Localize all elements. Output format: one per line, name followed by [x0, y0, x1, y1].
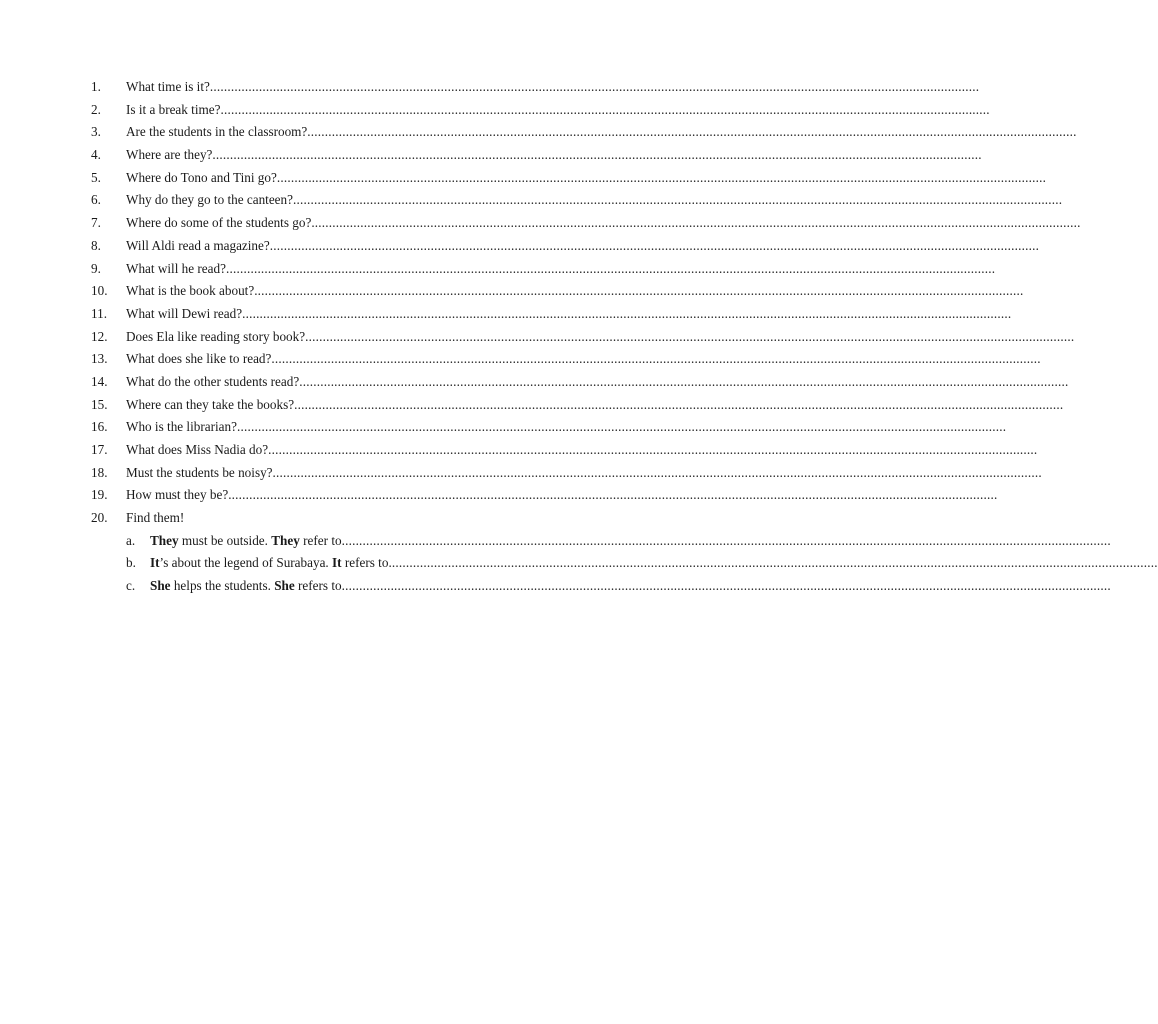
- question-item: [91, 235, 1040, 258]
- bold-pronoun: It: [332, 555, 342, 571]
- question-text: Will Aldi read a magazine?: [126, 237, 270, 253]
- sub-question-text: [150, 530, 342, 553]
- answer-line: ............................................................................................................................................................................................................................: [276, 169, 1047, 185]
- question-number: 9.: [91, 260, 101, 276]
- question-text: Who is the librarian?: [126, 419, 237, 435]
- question-item-find: [91, 507, 663, 530]
- question-number: 2.: [91, 101, 101, 117]
- answer-line: ............................................................................................................................................................................................................................: [242, 305, 1012, 321]
- answer-line: ............................................................................................................................................................................................................................: [212, 147, 982, 163]
- question-number: 11.: [91, 305, 107, 321]
- question-item: [91, 348, 1041, 371]
- question-text: Why do they go to the canteen?: [126, 192, 293, 208]
- question-number: 5.: [91, 169, 101, 185]
- question-number: 16.: [91, 419, 108, 435]
- question-item: [91, 144, 982, 167]
- answer-line: ............................................................................................................................................................................................................................: [294, 396, 1064, 412]
- sub-question-tail: refers to: [341, 555, 389, 571]
- question-number: 3.: [91, 124, 101, 140]
- bold-pronoun: It: [150, 555, 160, 571]
- answer-line: ............................................................................................................................................................................................................................: [299, 373, 1069, 389]
- sub-question-middle: must be outside.: [178, 532, 272, 548]
- question-number: 6.: [91, 192, 101, 208]
- question-text: Where do some of the students go?: [126, 215, 312, 231]
- bold-pronoun: They: [271, 532, 300, 548]
- sub-question-tail: refers to: [294, 578, 342, 594]
- question-text: How must they be?: [126, 487, 229, 503]
- question-number: 19.: [91, 487, 108, 503]
- question-item: [91, 167, 1047, 190]
- sub-question-middle: ’s about the legend of Surabaya.: [159, 555, 333, 571]
- sub-question-item: [91, 552, 1158, 575]
- bold-pronoun: She: [150, 578, 171, 594]
- question-text: What will Dewi read?: [126, 305, 243, 321]
- question-number: 13.: [91, 351, 108, 367]
- question-item: [91, 462, 1042, 485]
- answer-line: ............................................................................................................................................................................................................................: [292, 192, 1063, 208]
- question-text: Are the students in the classroom?: [126, 124, 308, 140]
- sub-question-letter: c.: [126, 578, 136, 594]
- sub-question-item: [91, 530, 1111, 553]
- question-number: 20.: [91, 510, 108, 526]
- answer-line: ............................................................................................................................................................................................................................: [254, 283, 1024, 299]
- answer-line: ............................................................................................................................................................................................................................: [271, 351, 1041, 367]
- question-text: What does Miss Nadia do?: [126, 442, 269, 457]
- answer-line: ............................................................................................................................................................................................................................: [311, 215, 1081, 231]
- question-item: [91, 371, 1069, 394]
- question-item: [91, 121, 1077, 144]
- sub-question-text: [150, 552, 388, 575]
- answer-line: ............................................................................................................................................................................................................................: [341, 532, 1111, 548]
- question-number: 12.: [91, 328, 108, 344]
- question-text: What time is it?: [126, 79, 210, 94]
- question-text: Does Ela like reading story book?: [126, 328, 306, 344]
- question-item: [91, 280, 1024, 303]
- answer-line: ............................................................................................................................................................................................................................: [305, 328, 1075, 344]
- question-item: [91, 326, 1075, 349]
- question-text: Find them!: [126, 510, 185, 526]
- question-text: Where are they?: [126, 147, 213, 163]
- sub-question-text: [150, 575, 342, 598]
- answer-line: ............................................................................................................................................................................................................................: [228, 487, 998, 503]
- question-item: [91, 212, 1081, 235]
- answer-line: ............................................................................................................................................................................................................................: [209, 79, 980, 94]
- question-number: 4.: [91, 147, 101, 163]
- question-number: 8.: [91, 237, 101, 253]
- question-text: What do the other students read?: [126, 373, 300, 389]
- sub-question-tail: refer to: [299, 532, 342, 548]
- question-number: 1.: [91, 79, 101, 94]
- answer-line: ............................................................................................................................................................................................................................: [268, 442, 1038, 457]
- question-list: [91, 76, 1158, 598]
- sub-question-letter: b.: [126, 555, 136, 571]
- question-item: [91, 189, 1063, 212]
- answer-line: ............................................................................................................................................................................................................................: [236, 419, 1007, 435]
- answer-line: ............................................................................................................................................................................................................................: [269, 237, 1040, 253]
- question-item: [91, 76, 980, 99]
- question-text: Must the students be noisy?: [126, 464, 273, 480]
- answer-line: ............................................................................................................................................................................................................................: [341, 578, 1111, 594]
- question-text: What will he read?: [126, 260, 226, 276]
- bold-pronoun: They: [150, 532, 179, 548]
- question-number: 14.: [91, 373, 108, 389]
- sub-question-letter: a.: [126, 532, 136, 548]
- question-item: [91, 484, 998, 507]
- question-item: [91, 258, 996, 281]
- question-item: [91, 394, 1064, 417]
- question-text: Where can they take the books?: [126, 396, 295, 412]
- question-item: [91, 303, 1012, 326]
- answer-line: ............................................................................................................................................................................................................................: [388, 555, 1158, 571]
- question-item: [91, 99, 990, 122]
- question-text: What is the book about?: [126, 283, 255, 299]
- question-text: Is it a break time?: [126, 101, 221, 117]
- sub-question-item: [91, 575, 1111, 598]
- sub-question-middle: helps the students.: [170, 578, 275, 594]
- question-item: [91, 439, 1038, 462]
- question-number: 15.: [91, 396, 108, 412]
- question-text: What does she like to read?: [126, 351, 272, 367]
- question-item: [91, 416, 1007, 439]
- answer-line: ............................................................................................................................................................................................................................: [220, 101, 990, 117]
- question-text: Where do Tono and Tini go?: [126, 169, 277, 185]
- answer-line: ............................................................................................................................................................................................................................: [272, 464, 1042, 480]
- question-number: 7.: [91, 215, 101, 231]
- answer-line: ............................................................................................................................................................................................................................: [307, 124, 1077, 140]
- question-number: 17.: [91, 442, 108, 457]
- question-number: 18.: [91, 464, 108, 480]
- answer-line: ............................................................................................................................................................................................................................: [225, 260, 996, 276]
- question-number: 10.: [91, 283, 108, 299]
- bold-pronoun: She: [274, 578, 295, 594]
